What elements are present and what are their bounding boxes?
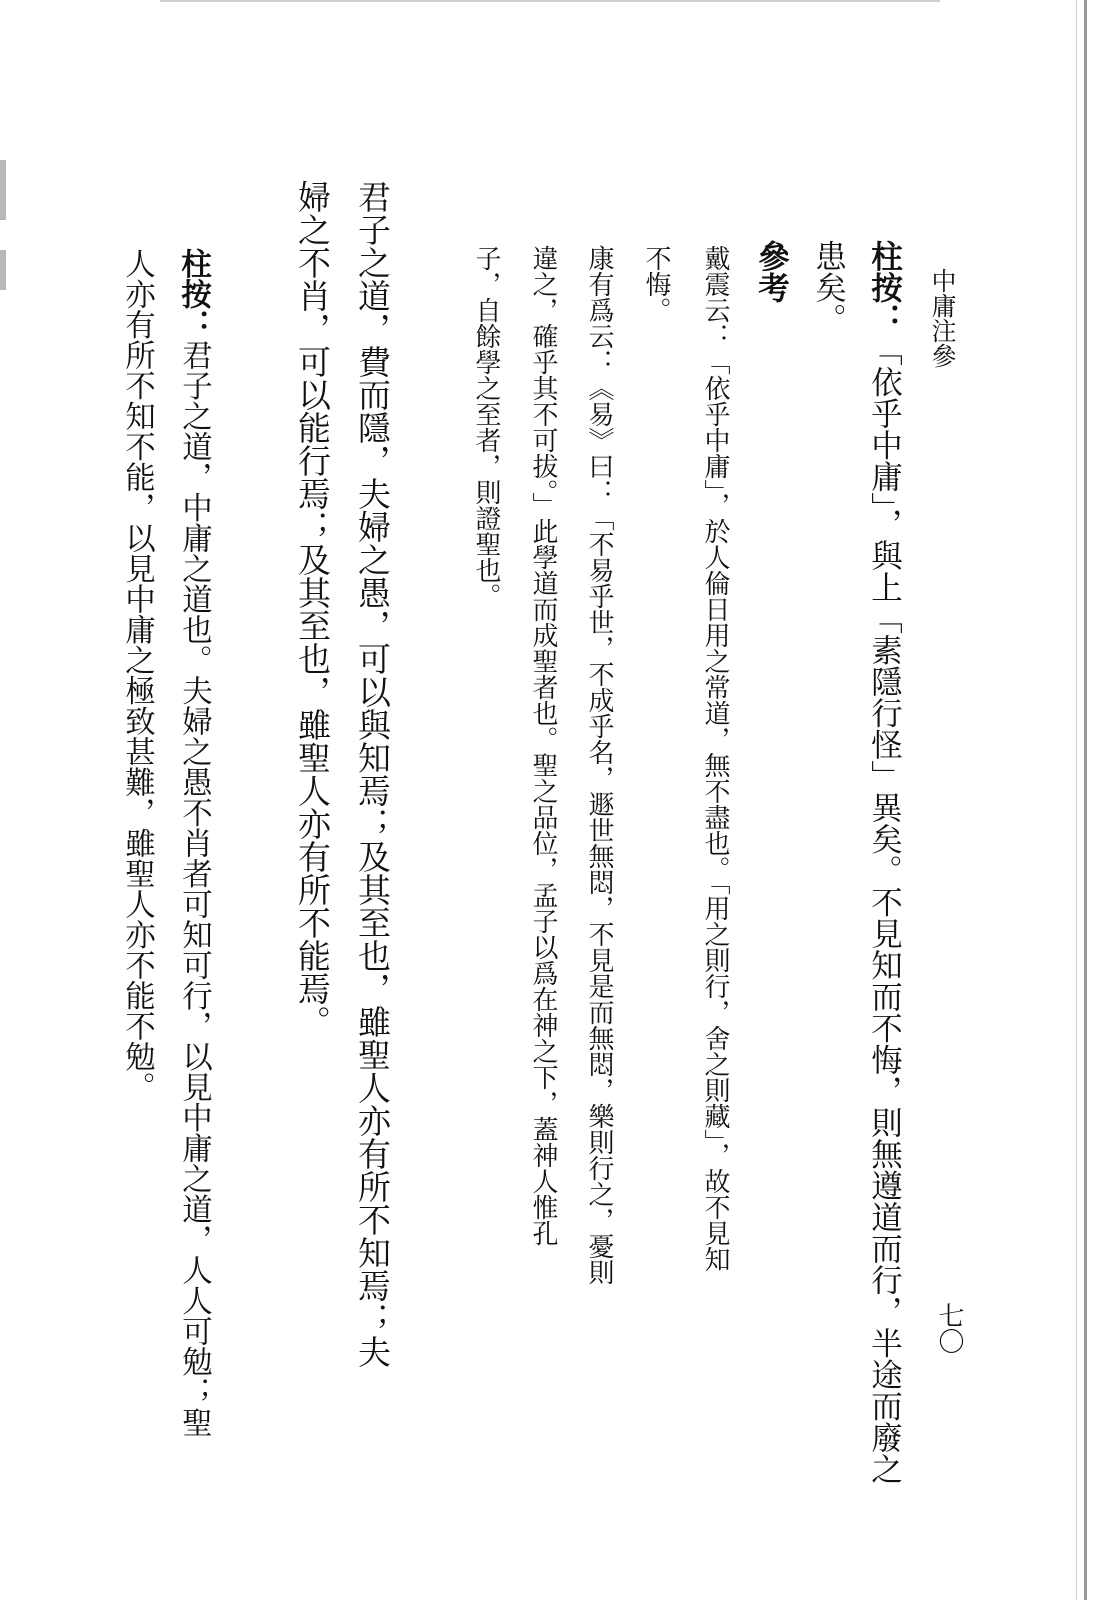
note1-label: 柱按： [866, 240, 904, 335]
note2-line1 [175, 248, 212, 1438]
dai-zhen-line2: 不悔。 [641, 245, 671, 323]
note1-line1 [866, 240, 904, 1485]
note1-line2: 患矣。 [810, 240, 847, 335]
note2-line2: 人亦有所不知不能，以見中庸之極致甚難，雖聖人亦不能不勉。 [119, 248, 155, 1102]
classic-text-line1: 君子之道，費而隱，夫婦之愚，可以與知焉；及其至也，雖聖人亦有所不知焉；夫 [353, 180, 392, 1368]
page-left-scan-mark [0, 160, 6, 220]
kang-youwei-line2: 違之，確乎其不可拔。」此學道而成聖者也。聖之品位，孟子以爲在神之下，蓋神人惟孔 [528, 245, 558, 1246]
page-right-edge-shadow [1076, 0, 1077, 1600]
page-right-edge [1084, 0, 1087, 1600]
kang-youwei-line3: 子，自餘學之至者，則證聖也。 [471, 245, 501, 609]
note1-text: 「依乎中庸」，與上「素隱行怪」異矣。不見知而不悔，則無遵道而行，半途而廢之 [866, 334, 903, 1485]
page-top-edge [160, 0, 940, 2]
page-number: 七〇 [934, 1302, 964, 1354]
section-heading-cankao: 參考 [753, 240, 791, 303]
note2-text: 君子之道，中庸之道也。夫婦之愚不肖者可知可行，以見中庸之道，人人可勉；聖 [176, 339, 212, 1438]
running-head: 中庸注參 [928, 268, 957, 368]
note2-label: 柱按： [175, 248, 212, 340]
dai-zhen-line1: 戴震云：「依乎中庸」，於人倫日用之常道，無不盡也。「用之則行，舍之則藏」，故不見知 [700, 245, 730, 1272]
page-left-scan-mark [0, 250, 6, 290]
kang-youwei-line1: 康有爲云：《易》曰：「不易乎世，不成乎名，遯世無悶，不見是而無悶，樂則行之，憂則 [584, 245, 614, 1285]
classic-text-line2: 婦之不肖，可以能行焉；及其至也，雖聖人亦有所不能焉。 [293, 180, 332, 1038]
